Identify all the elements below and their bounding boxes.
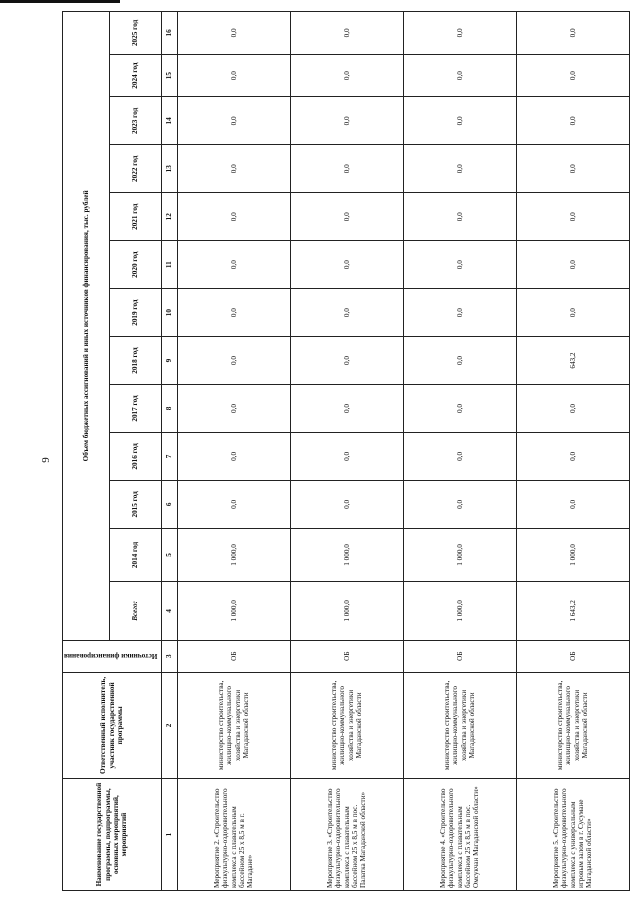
header-year: 2021 год — [109, 193, 161, 241]
row-year-value: 0,0 — [177, 480, 290, 528]
row-year-value: 0,0 — [403, 193, 516, 241]
row-source: ОБ — [290, 640, 403, 672]
row-year-value: 0,0 — [403, 145, 516, 193]
table-row — [290, 12, 403, 891]
row-year-value: 0,0 — [177, 337, 290, 385]
row-year-value: 0,0 — [290, 337, 403, 385]
row-year-value: 0,0 — [516, 432, 629, 480]
table-row — [403, 12, 516, 891]
row-year-value: 0,0 — [403, 289, 516, 337]
row-year-value: 0,0 — [290, 12, 403, 55]
column-number: 2 — [161, 672, 177, 779]
row-year-value: 0,0 — [290, 385, 403, 433]
header-year: 2015 год — [109, 480, 161, 528]
row-year-value: 0,0 — [403, 54, 516, 97]
row-executor: министерство строительства, жилищно-коммунального хозяйства и энергетики Магаданской области — [177, 672, 290, 779]
row-year-value: 0,0 — [516, 12, 629, 55]
row-year-value: 0,0 — [177, 54, 290, 97]
row-year-value: 0,0 — [403, 480, 516, 528]
row-name: Мероприятие 4. «Строительство физкультурно-оздоровительного комплекса с плавательным бассейном 25 х 8,5 м в пос. Омсукчан Магаданской области» — [403, 779, 516, 891]
row-year-value: 1 000,0 — [403, 528, 516, 581]
column-number: 3 — [161, 640, 177, 672]
row-executor: министерство строительства, жилищно-коммунального хозяйства и энергетики Магаданской области — [516, 672, 629, 779]
column-number: 14 — [161, 97, 177, 145]
row-year-value: 0,0 — [403, 432, 516, 480]
row-year-value: 0,0 — [177, 385, 290, 433]
row-year-value: 0,0 — [290, 54, 403, 97]
row-total: 1 643,2 — [516, 582, 629, 641]
row-year-value: 0,0 — [403, 337, 516, 385]
row-total: 1 000,0 — [290, 582, 403, 641]
row-year-value: 0,0 — [516, 241, 629, 289]
column-number: 9 — [161, 337, 177, 385]
row-name: Мероприятие 3. «Строительство физкультурно-оздоровительного комплекса с плавательным бассейном 25 х 8,5 м в пос. Палатка Магаданской области» — [290, 779, 403, 891]
row-year-value: 0,0 — [290, 193, 403, 241]
row-year-value: 0,0 — [516, 193, 629, 241]
row-year-value: 0,0 — [516, 97, 629, 145]
row-year-value: 1 000,0 — [290, 528, 403, 581]
row-year-value: 0,0 — [403, 241, 516, 289]
table-row — [177, 12, 290, 891]
row-year-value: 0,0 — [290, 432, 403, 480]
header-year: 2020 год — [109, 241, 161, 289]
column-number: 15 — [161, 54, 177, 97]
header-year: 2016 год — [109, 432, 161, 480]
column-number: 4 — [161, 582, 177, 641]
column-number: 5 — [161, 528, 177, 581]
header-total: Всего: — [109, 582, 161, 641]
row-year-value: 643,2 — [516, 337, 629, 385]
page-number: 9 — [39, 457, 52, 463]
funding-table — [62, 11, 630, 891]
column-number: 11 — [161, 241, 177, 289]
column-number: 8 — [161, 385, 177, 433]
row-year-value: 0,0 — [177, 97, 290, 145]
row-executor: министерство строительства, жилищно-коммунального хозяйства и энергетики Магаданской области — [403, 672, 516, 779]
header-source: Источники финансирования — [64, 652, 158, 661]
table-row — [516, 12, 629, 891]
row-total: 1 000,0 — [403, 582, 516, 641]
column-number: 10 — [161, 289, 177, 337]
row-year-value: 0,0 — [403, 97, 516, 145]
row-year-value: 0,0 — [177, 289, 290, 337]
row-year-value: 0,0 — [516, 54, 629, 97]
column-number: 12 — [161, 193, 177, 241]
row-year-value: 0,0 — [516, 145, 629, 193]
header-year: 2023 год — [109, 97, 161, 145]
row-year-value: 0,0 — [516, 385, 629, 433]
header-funding-title: Объем бюджетных ассигнований и иных источников финансирования, тыс. рублей — [63, 12, 110, 641]
row-name: Мероприятие 2. «Строительство физкультурно-оздоровительного комплекса с плавательным бассейном 25 х 8,5 м в г. Магадане» — [177, 779, 290, 891]
row-executor: министерство строительства, жилищно-коммунального хозяйства и энергетики Магаданской области — [290, 672, 403, 779]
row-year-value: 0,0 — [403, 12, 516, 55]
header-year: 2024 год — [109, 54, 161, 97]
row-source: ОБ — [516, 640, 629, 672]
header-name: Наименование государственной программы, подпрограммы, основных мероприятий, мероприятий — [63, 779, 162, 891]
header-executor: Ответственный исполнитель, участник государственной программы — [63, 672, 162, 779]
row-year-value: 0,0 — [290, 145, 403, 193]
row-year-value: 1 000,0 — [516, 528, 629, 581]
row-year-value: 0,0 — [177, 145, 290, 193]
row-year-value: 0,0 — [403, 385, 516, 433]
header-year: 2017 год — [109, 385, 161, 433]
column-number: 16 — [161, 12, 177, 55]
row-source: ОБ — [177, 640, 290, 672]
row-year-value: 0,0 — [177, 193, 290, 241]
row-name: Мероприятие 5. «Строительство физкультурно-оздоровительного комплекса с универсальным игровым залом в г. Сусумане Магаданской области» — [516, 779, 629, 891]
row-year-value: 0,0 — [177, 241, 290, 289]
row-total: 1 000,0 — [177, 582, 290, 641]
header-year: 2018 год — [109, 337, 161, 385]
top-rule — [0, 0, 120, 3]
header-year: 2022 год — [109, 145, 161, 193]
row-year-value: 1 000,0 — [177, 528, 290, 581]
row-year-value: 0,0 — [516, 289, 629, 337]
column-number: 1 — [161, 779, 177, 891]
header-year: 2019 год — [109, 289, 161, 337]
row-year-value: 0,0 — [290, 289, 403, 337]
row-source: ОБ — [403, 640, 516, 672]
column-number: 6 — [161, 480, 177, 528]
row-year-value: 0,0 — [290, 97, 403, 145]
row-year-value: 0,0 — [177, 12, 290, 55]
column-number: 13 — [161, 145, 177, 193]
row-year-value: 0,0 — [516, 480, 629, 528]
funding-table-container — [62, 11, 607, 891]
column-number: 7 — [161, 432, 177, 480]
header-year: 2014 год — [109, 528, 161, 581]
header-source-cell — [63, 640, 162, 672]
row-year-value: 0,0 — [290, 480, 403, 528]
row-year-value: 0,0 — [290, 241, 403, 289]
row-year-value: 0,0 — [177, 432, 290, 480]
header-year: 2025 год — [109, 12, 161, 55]
